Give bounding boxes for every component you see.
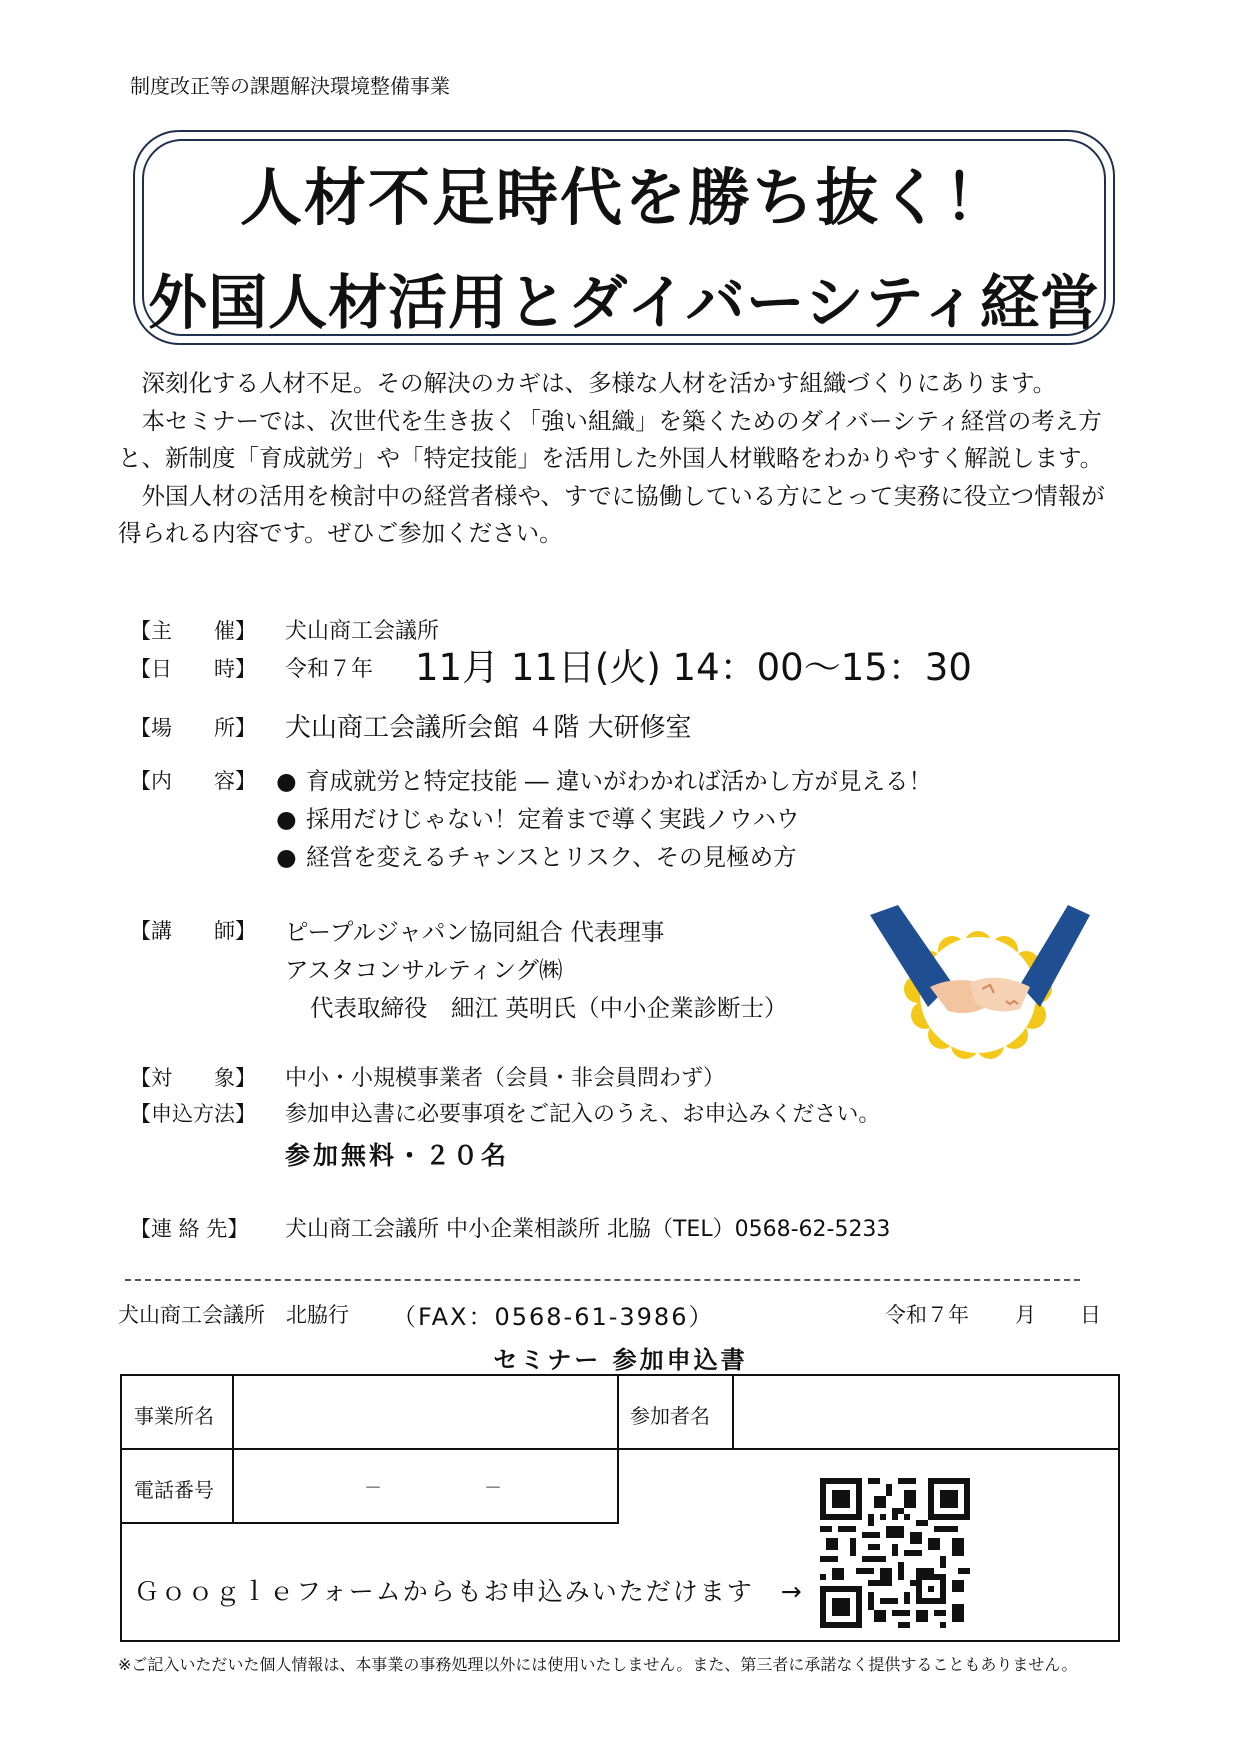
bullet-icon: ●	[276, 843, 297, 871]
participant-name-label: 参加者名	[630, 1404, 710, 1428]
participant-name-field[interactable]	[736, 1378, 1114, 1446]
content-label: 【内 容】	[130, 769, 256, 793]
intro-paragraph: 深刻化する人材不足。その解決のカギは、多様な人材を活かす組織づくりにあります。	[141, 369, 1057, 397]
privacy-note: ※ご記入いただいた個人情報は、本事業の事務処理以外には使用いたしません。また、第三者に承諾なく提供することもありません。	[118, 1655, 1078, 1674]
apply-label: 【申込方法】	[130, 1102, 256, 1126]
program-name: 制度改正等の課題解決環境整備事業	[130, 74, 450, 98]
form-date-era: 令和７年	[885, 1303, 969, 1327]
date-era: 令和７年	[285, 657, 374, 682]
bullet-icon: ●	[276, 805, 297, 833]
form-date-month: 月	[1015, 1303, 1036, 1327]
apply-value: 参加申込書に必要事項をご記入のうえ、お申込みください。	[285, 1102, 881, 1127]
target-label: 【対 象】	[130, 1066, 256, 1090]
venue-value: 犬山商工会議所会館 ４階 大研修室	[285, 713, 692, 743]
bullet-icon: ●	[276, 767, 297, 795]
contact-label: 【連 絡 先】	[130, 1217, 249, 1241]
intro-paragraph: 本セミナーでは、次世代を生き抜く「強い組織」を築くためのダイバーシティ経営の考え方と、新制度「育成就労」や「特定技能」を活用した外国人材戦略をわかりやすく解説します。	[118, 406, 1104, 472]
qr-code[interactable]	[820, 1478, 970, 1628]
title-line-1: 人材不足時代を勝ち抜く！	[239, 161, 1008, 234]
google-form-note: Ｇｏｏｇｌｅフォームからもお申込みいただけます →	[134, 1577, 804, 1606]
date-label: 【日 時】	[130, 657, 256, 681]
phone-separator: －	[364, 1478, 382, 1499]
contact-value: 犬山商工会議所 中小企業相談所 北脇（TEL）0568-62-5233	[285, 1217, 891, 1242]
venue-label: 【場 所】	[130, 716, 256, 740]
content-item: ● 育成就労と特定技能 ― 違いがわかれば活かし方が見える！	[276, 767, 932, 795]
form-fax: （FAX：0568-61-3986）	[392, 1303, 715, 1331]
content-item: ● 経営を変えるチャンスとリスク、その見極め方	[276, 843, 797, 871]
title-line-2: 外国人材活用とダイバーシティ経営	[148, 268, 1100, 337]
date-time: 11月 11日(火) 14：00～15：30	[415, 646, 972, 689]
business-name-label: 事業所名	[134, 1404, 214, 1428]
intro-text	[118, 365, 1128, 553]
form-addressee: 犬山商工会議所 北脇行	[118, 1303, 349, 1327]
business-name-field[interactable]	[236, 1378, 614, 1446]
phone-separator: －	[484, 1478, 502, 1499]
host-label: 【主 催】	[130, 619, 256, 643]
form-title: セミナー 参加申込書	[493, 1346, 748, 1374]
lecturer-label: 【講 師】	[130, 919, 256, 943]
application-form	[120, 1374, 1120, 1642]
lecturer-line: ピープルジャパン協同組合 代表理事	[285, 918, 665, 946]
lecturer-line: 代表取締役 細江 英明氏（中小企業診断士）	[310, 994, 788, 1022]
handshake-illustration	[870, 905, 1090, 1070]
phone-field[interactable]	[236, 1452, 614, 1520]
intro-paragraph: 外国人材の活用を検討中の経営者様や、すでに協働している方にとって実務に役立つ情報が得られる内容です。ぜひご参加ください。	[118, 481, 1105, 547]
cut-line	[125, 1279, 1080, 1281]
form-date-day: 日	[1080, 1303, 1101, 1327]
content-item: ● 採用だけじゃない！定着まで導く実践ノウハウ	[276, 805, 800, 833]
host-value: 犬山商工会議所	[285, 619, 440, 644]
phone-label: 電話番号	[134, 1478, 214, 1502]
lecturer-line: アスタコンサルティング㈱	[285, 956, 563, 984]
fee-capacity: 参加無料・２０名	[285, 1141, 510, 1170]
target-value: 中小・小規模事業者（会員・非会員問わず）	[285, 1066, 726, 1091]
